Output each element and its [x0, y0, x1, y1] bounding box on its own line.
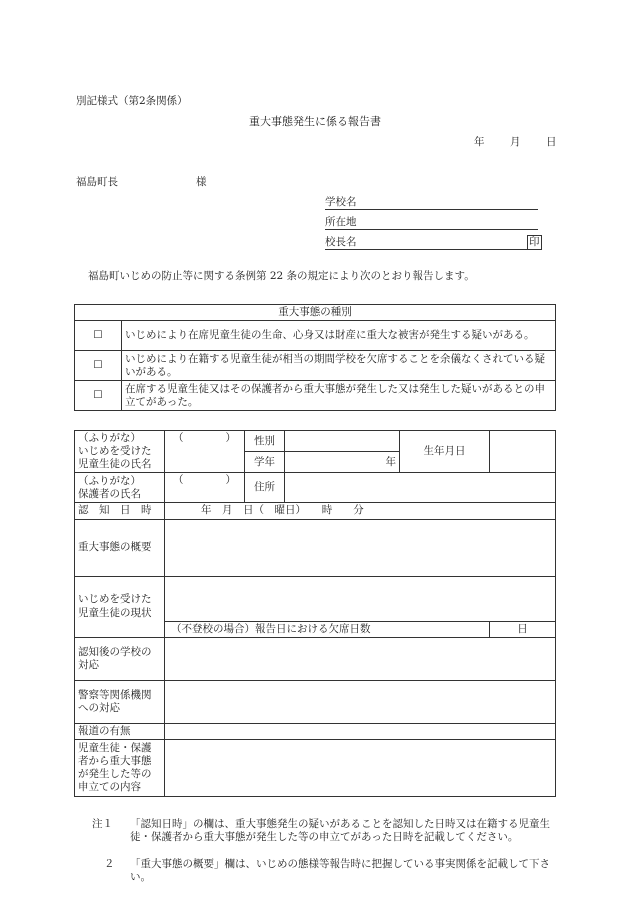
- date-year: 年: [474, 136, 485, 148]
- status-value[interactable]: [165, 576, 556, 621]
- type-checkbox-2[interactable]: ☐: [75, 351, 122, 381]
- type-text-1: いじめにより在席児童生徒の生命、心身又は財産に重大な被害が発生する疑いがある。: [122, 321, 556, 351]
- absence-text: （不登校の場合）報告日における欠席日数: [165, 621, 490, 637]
- type-checkbox-3[interactable]: ☐: [75, 381, 122, 411]
- addressee-name: 福島町長: [76, 176, 118, 188]
- overview-label: 重大事態の概要: [75, 519, 165, 576]
- school-response-label: 認知後の学校の 対応: [75, 637, 165, 680]
- note-number-2: ２: [104, 858, 115, 870]
- type-text-3: 在席する児童生徒又はその保護者から重大事態が発生した又は発生した疑いがあるとの申立てがあった。: [122, 381, 556, 411]
- police-label: 警察等関係機関 への対応: [75, 680, 165, 723]
- address-label-cell: 住所: [245, 473, 285, 503]
- note-prefix: 注１: [92, 818, 113, 830]
- guardian-address-value[interactable]: [285, 473, 556, 503]
- date-day: 日: [546, 136, 557, 148]
- grade-suffix[interactable]: 年: [285, 452, 400, 473]
- recognition-value[interactable]: 年 月 日（ 曜日） 時 分: [165, 503, 556, 519]
- sex-label: 性別: [245, 431, 285, 452]
- status-label: いじめを受けた 児童生徒の現状: [75, 576, 165, 637]
- police-value[interactable]: [165, 680, 556, 723]
- address-field[interactable]: [325, 216, 538, 230]
- note-2: 「重大事態の概要」欄は、いじめの態様等報告時に把握している事実関係を記載して下さい。: [130, 858, 550, 884]
- overview-value[interactable]: [165, 519, 556, 576]
- school-response-value[interactable]: [165, 637, 556, 680]
- date-month: 月: [510, 136, 521, 148]
- note-1: 「認知日時」の欄は、重大事態発生の疑いがあることを認知した日時又は在籍する児童生徒・保護者から重大事態が発生した等の申立てがあった日時を記載してください。: [130, 818, 550, 844]
- student-name-label: （ふりがな） いじめを受けた 児童生徒の氏名: [75, 431, 165, 473]
- claim-value[interactable]: [165, 739, 556, 796]
- grade-label: 学年: [245, 452, 285, 473]
- form-label: 別記様式（第2条関係）: [76, 95, 188, 107]
- seal-mark: [525, 235, 542, 250]
- intro-text: 福島町いじめの防止等に関する条例第 22 条の規定により次のとおり報告します。: [88, 270, 475, 282]
- type-text-2: いじめにより在籍する児童生徒が相当の期間学校を欠席することを余儀なくされている疑いがある。: [122, 351, 556, 381]
- media-label: 報道の有無: [75, 723, 165, 739]
- school-name-field[interactable]: [325, 196, 538, 210]
- birthdate-value[interactable]: [490, 431, 556, 473]
- claim-label: 児童生徒・保護 者から重大事態 が発生した等の 申立ての内容: [75, 739, 165, 796]
- type-checkbox-1[interactable]: ☐: [75, 321, 122, 351]
- absence-unit[interactable]: 日: [490, 621, 556, 637]
- addressee-honorific: 様: [196, 176, 207, 188]
- media-value[interactable]: [165, 723, 556, 739]
- student-name-paren[interactable]: （ ）: [165, 431, 245, 473]
- sex-value[interactable]: [285, 431, 400, 452]
- school-name-label: 学校名: [325, 196, 357, 208]
- address-label: 所在地: [325, 216, 357, 228]
- page-title: 重大事態発生に係る報告書: [249, 115, 381, 128]
- principal-label: 校長名: [325, 236, 357, 248]
- seal-label: 印: [527, 235, 542, 250]
- birthdate-label: 生年月日: [400, 431, 490, 473]
- principal-field[interactable]: [325, 236, 538, 250]
- guardian-paren[interactable]: （ ）: [165, 473, 245, 503]
- types-header: 重大事態の種別: [75, 305, 556, 321]
- recognition-label: 認 知 日 時: [75, 503, 165, 519]
- guardian-label: （ふりがな） 保護者の氏名: [75, 473, 165, 503]
- types-table: [74, 304, 556, 411]
- details-table: [74, 430, 556, 797]
